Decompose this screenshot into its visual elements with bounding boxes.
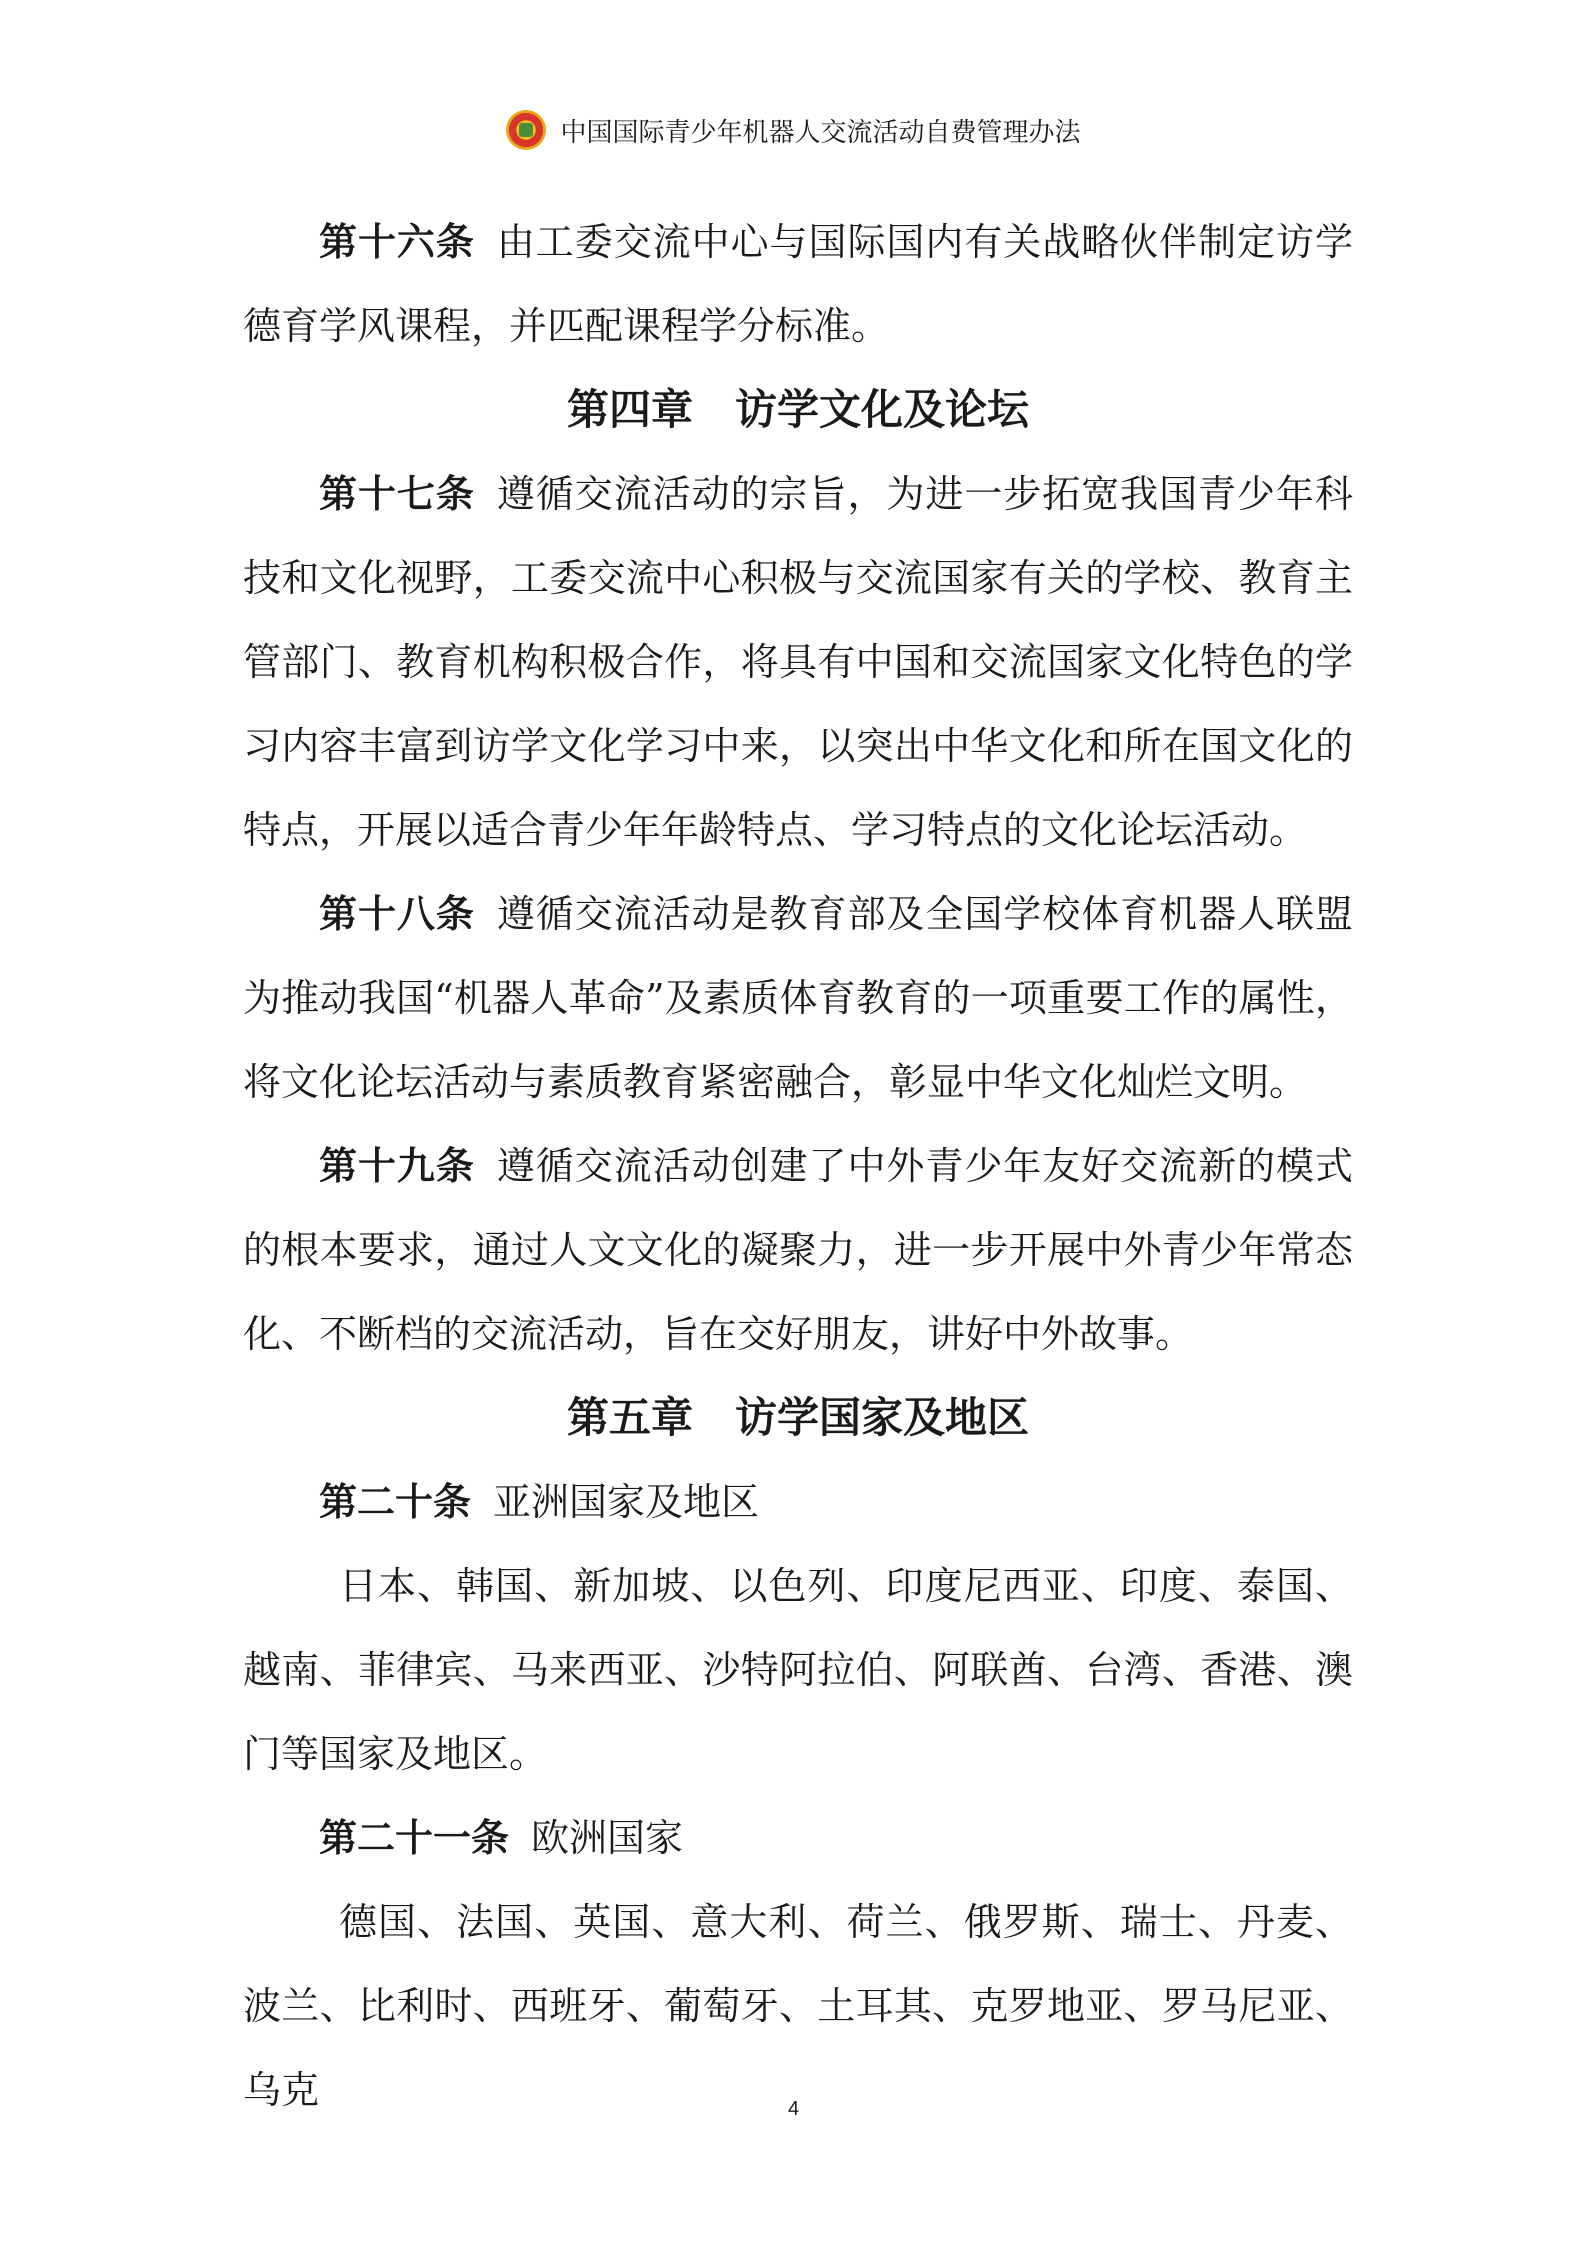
article-19 — [243, 1124, 1353, 1376]
article-text: 欧洲国家 — [531, 1816, 684, 1860]
article-label: 第二十条 — [319, 1480, 472, 1524]
article-label: 第二十一条 — [319, 1816, 510, 1860]
article-text: 遵循交流活动创建了中外青少年友好交流新的模式的根本要求，通过人文文化的凝聚力，进一步开展中外青少年常态化、不断档的交流活动，旨在交好朋友，讲好中外故事。 — [243, 1144, 1353, 1356]
page-header — [0, 110, 1587, 150]
document-body — [243, 200, 1353, 2132]
article-21 — [243, 1796, 1353, 1880]
article-17 — [243, 452, 1353, 872]
chapter-5-heading: 第五章 访学国家及地区 — [566, 1393, 1029, 1442]
article-16 — [243, 200, 1353, 368]
article-label: 第十七条 — [319, 472, 475, 516]
emblem-logo — [506, 110, 546, 150]
article-text: 遵循交流活动是教育部及全国学校体育机器人联盟为推动我国“机器人革命”及素质体育教育的一项重要工作的属性，将文化论坛活动与素质教育紧密融合，彰显中华文化灿烂文明。 — [243, 892, 1353, 1104]
article-text: 遵循交流活动的宗旨，为进一步拓宽我国青少年科技和文化视野，工委交流中心积极与交流国家有关的学校、教育主管部门、教育机构积极合作，将具有中国和交流国家文化特色的学习内容丰富到访学文化学习中来，以突出中华文化和所在国文化的特点，开展以适合青少年年龄特点、学习特点的文化论坛活动。 — [243, 472, 1353, 852]
chapter-4-heading: 第四章 访学文化及论坛 — [566, 385, 1029, 434]
europe-country-list: 德国、法国、英国、意大利、荷兰、俄罗斯、瑞士、丹麦、波兰、比利时、西班牙、葡萄牙、土耳其、克罗地亚、罗马尼亚、乌克 — [243, 1900, 1353, 2112]
article-label: 第十八条 — [319, 892, 475, 936]
header-title: 中国国际青少年机器人交流活动自费管理办法 — [560, 117, 1081, 148]
article-label: 第十六条 — [319, 220, 475, 264]
article-text: 由工委交流中心与国际国内有关战略伙伴制定访学德育学风课程，并匹配课程学分标准。 — [243, 220, 1353, 348]
article-label: 第十九条 — [319, 1144, 475, 1188]
article-20 — [243, 1460, 1353, 1544]
article-text: 亚洲国家及地区 — [493, 1480, 760, 1524]
page-number: 4 — [787, 2098, 800, 2120]
asia-country-list: 日本、韩国、新加坡、以色列、印度尼西亚、印度、泰国、越南、菲律宾、马来西亚、沙特阿拉伯、阿联酋、台湾、香港、澳门等国家及地区。 — [243, 1564, 1353, 1776]
article-18 — [243, 872, 1353, 1124]
